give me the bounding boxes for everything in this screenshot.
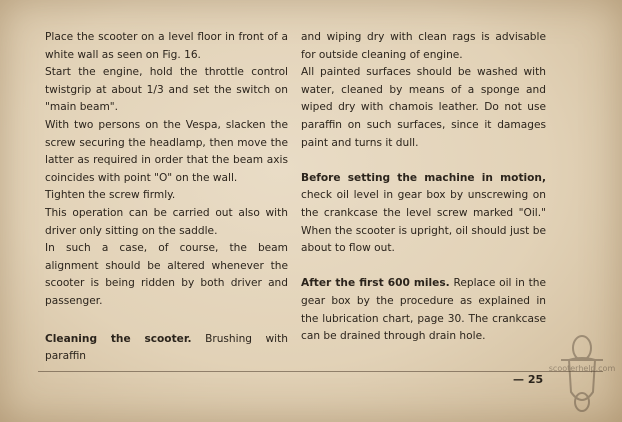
paragraph-headlamp-setup: Place the scooter on a level floor in front of a white wall as seen on Fig. 16. bbox=[45, 31, 288, 61]
paragraph-adjust-headlamp: With two persons on the Vespa, slacken the screw securing the headlamp, then move the latter as required in order that the beam axis coincides with point "O" on the wall. bbox=[45, 118, 288, 184]
footer-rule bbox=[38, 371, 603, 372]
heading-cleaning: Cleaning the scooter. bbox=[45, 332, 192, 345]
paragraph-cleaning bbox=[45, 331, 288, 366]
heading-before-motion: Before setting the machine in motion, bbox=[301, 171, 546, 184]
text-cleaning: Brushing with paraffin bbox=[45, 332, 288, 363]
right-column bbox=[301, 29, 546, 346]
page-number: — 25 bbox=[513, 373, 544, 386]
paragraph-start-engine: Start the engine, hold the throttle control twistgrip at about 1/3 and set the switch on "main beam". bbox=[45, 66, 288, 114]
paragraph-driver-only: This operation can be carried out also with driver only sitting on the saddle. bbox=[45, 206, 288, 237]
scooterhelp-watermark bbox=[547, 330, 617, 418]
watermark-text: scooterhelp.com bbox=[548, 364, 616, 373]
text-before-motion: check oil level in gear box by unscrewing on the crankcase the level screw marked "Oil." When the scooter is upright, oil should just be about to flow out. bbox=[301, 189, 546, 255]
paragraph-first-600-miles bbox=[301, 275, 546, 345]
paragraph-beam-alignment: In such a case, of course, the beam alignment should be altered whenever the scooter is being ridden by both driver and passenger. bbox=[45, 242, 288, 307]
paragraph-wiping: and wiping dry with clean rags is advisable for outside cleaning of engine. bbox=[301, 31, 546, 61]
paragraph-before-motion bbox=[301, 170, 546, 258]
paragraph-tighten-screw: Tighten the screw firmly. bbox=[45, 189, 176, 202]
left-column bbox=[45, 29, 288, 366]
paragraph-painted-surfaces: All painted surfaces should be washed with water, cleaned by means of a sponge and wiped dry with chamois leather. Do not use paraffin on such surfaces, since it damages paint and turns it dull. bbox=[301, 66, 546, 149]
text-first-600-miles: Replace oil in the gear box by the procedure as explained in the lubrication chart, page 30. The crankcase can be drained through drain hole. bbox=[301, 277, 546, 343]
vespa-logo-icon bbox=[547, 330, 617, 418]
heading-first-600-miles: After the first 600 miles. bbox=[301, 277, 450, 290]
